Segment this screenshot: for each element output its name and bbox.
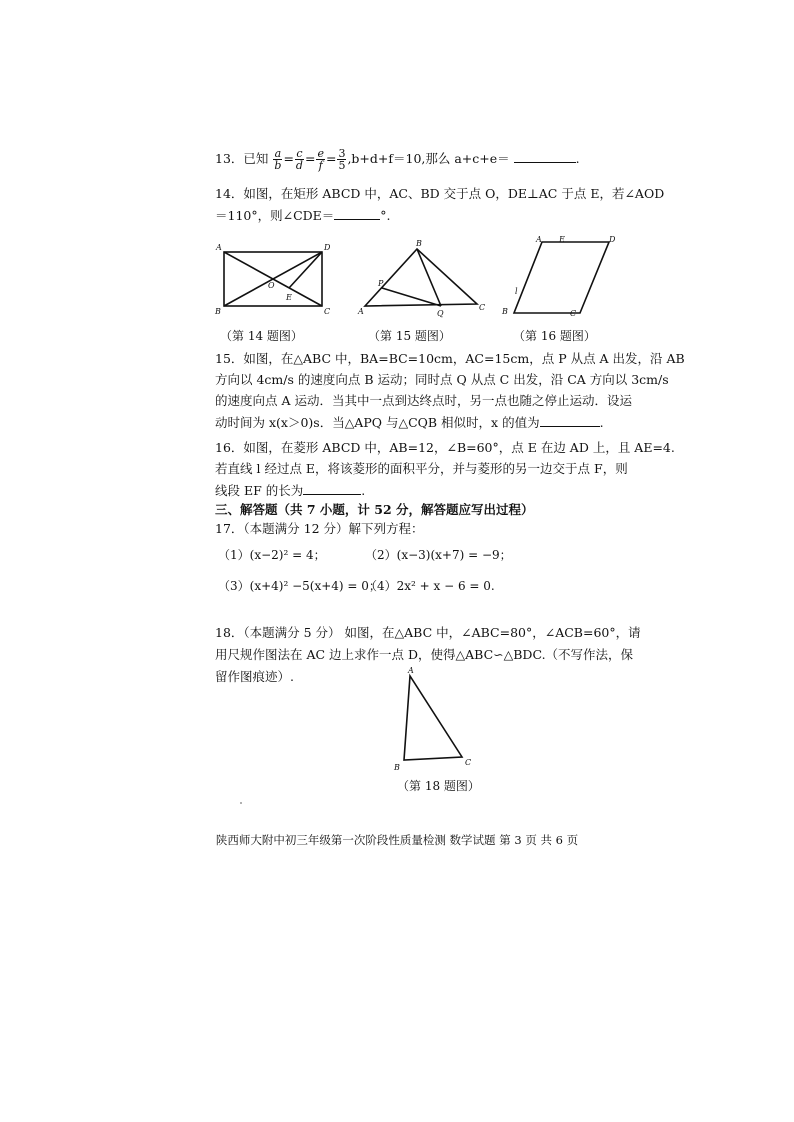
label-l: l [515, 287, 518, 296]
label-a: A [216, 243, 222, 252]
scan-speck [240, 802, 242, 804]
q14-text: ＝110°，则∠CDE＝ [215, 208, 335, 223]
label-a: A [536, 235, 542, 244]
label-o: O [268, 281, 275, 290]
label-d: D [324, 243, 331, 252]
fraction-e-f: $\frac{e}{f}$ [317, 147, 324, 172]
figure-14-caption: （第 14 题图） [220, 329, 303, 343]
figure-14-rectangle [210, 244, 335, 319]
question-15-line-1: 15．如图，在△ABC 中，BA=BC=10cm，AC=15cm，点 P 从点 A 出发，沿 AB [215, 351, 685, 366]
fraction-c-d: $\frac{c}{d}$ [295, 147, 303, 172]
question-14-line-1: 14．如图，在矩形 ABCD 中，AC、BD 交于点 O，DE⊥AC 于点 E，若∠AOD [215, 186, 665, 201]
label-p: P [378, 279, 384, 288]
question-15-line-2: 方向以 4cm/s 的速度向点 B 运动；同时点 Q 从点 C 出发，沿 CA 方向以 3cm/s [215, 372, 669, 387]
equals-sign: = [283, 151, 294, 166]
question-15-line-3: 的速度向点 A 运动．当其中一点到达终点时，另一点也随之停止运动．设运 [215, 393, 632, 408]
degree-period: °. [380, 208, 391, 223]
label-e: E [286, 293, 292, 302]
question-16-line-2: 若直线 l 经过点 E，将该菱形的面积平分，并与菱形的另一边交于点 F，则 [215, 461, 628, 476]
q13-prefix: 13．已知 [215, 151, 269, 166]
q13-condition: ,b+d+f＝10,那么 a+c+e＝ [347, 151, 510, 166]
segment-de [289, 252, 322, 288]
period: . [575, 151, 580, 166]
question-17-title: 17．（本题满分 12 分）解下列方程： [215, 521, 424, 536]
question-16-line-1: 16．如图，在菱形 ABCD 中，AB=12，∠B=60°，点 E 在边 AD 上，且 AE=4. [215, 440, 675, 455]
equation-1: （1）(x−2)² = 4； [218, 548, 326, 562]
question-18-line-2: 用尺规作图法在 AC 边上求作一点 D，使得△ABC∽△BDC.（不写作法，保 [215, 647, 634, 662]
equation-3: （3）(x+4)² −5(x+4) = 0； [218, 579, 381, 593]
answer-blank-15[interactable] [540, 414, 600, 427]
label-a: A [408, 666, 414, 675]
equation-2: （2）(x−3)(x+7) = −9； [365, 548, 512, 562]
triangle-abc [404, 676, 462, 760]
question-18-line-1: 18．（本题满分 5 分） 如图，在△ABC 中，∠ABC=80°，∠ACB=60°，请 [215, 625, 641, 640]
label-e: E [559, 235, 565, 244]
equals-sign: = [304, 151, 316, 166]
q16-text: 线段 EF 的长为 [215, 483, 304, 498]
label-c: C [570, 309, 577, 318]
label-d: D [609, 235, 616, 244]
fraction-a-b: $\frac{a}{b}$ [274, 147, 282, 172]
label-b: B [416, 239, 422, 248]
question-15-line-4 [215, 414, 604, 431]
q15-text: 动时间为 x(x＞0)s．当△APQ 与△CQB 相似时，x 的值为 [215, 415, 540, 430]
figure-18-caption: （第 18 题图） [397, 779, 480, 793]
answer-blank-14[interactable] [334, 207, 380, 220]
segment-pq [382, 288, 441, 306]
segment-bq [417, 249, 441, 306]
rhombus-abcd [514, 242, 609, 313]
label-q: Q [437, 309, 444, 318]
figure-15-caption: （第 15 题图） [368, 329, 451, 343]
fraction-3-5: $\frac{3}{5}$ [338, 147, 346, 172]
figure-16-rhombus [497, 232, 622, 317]
label-c: C [324, 307, 331, 316]
period: . [599, 415, 604, 430]
question-13 [215, 148, 580, 171]
answer-blank-16[interactable] [303, 482, 361, 495]
figure-18-triangle [388, 664, 478, 772]
label-b: B [215, 307, 221, 316]
question-14-line-2 [215, 207, 391, 224]
question-18-line-3: 留作图痕迹）. [215, 669, 294, 684]
label-a: A [358, 307, 364, 316]
answer-blank-13[interactable] [514, 150, 576, 163]
question-16-line-3 [215, 482, 365, 499]
figure-16-caption: （第 16 题图） [513, 329, 596, 343]
label-c: C [465, 758, 472, 767]
period: . [361, 483, 366, 498]
figure-15-triangle [355, 240, 490, 320]
section-3-heading: 三、解答题（共 7 小题，计 52 分，解答题应写出过程） [215, 502, 534, 517]
page-footer: 陕西师大附中初三年级第一次阶段性质量检测 数学试题 第 3 页 共 6 页 [215, 833, 579, 847]
label-b: B [394, 763, 400, 772]
equals-sign: = [325, 151, 337, 166]
equation-4: （4）2x² + x − 6 = 0. [365, 579, 495, 593]
label-b: B [502, 307, 508, 316]
label-c: C [479, 303, 486, 312]
